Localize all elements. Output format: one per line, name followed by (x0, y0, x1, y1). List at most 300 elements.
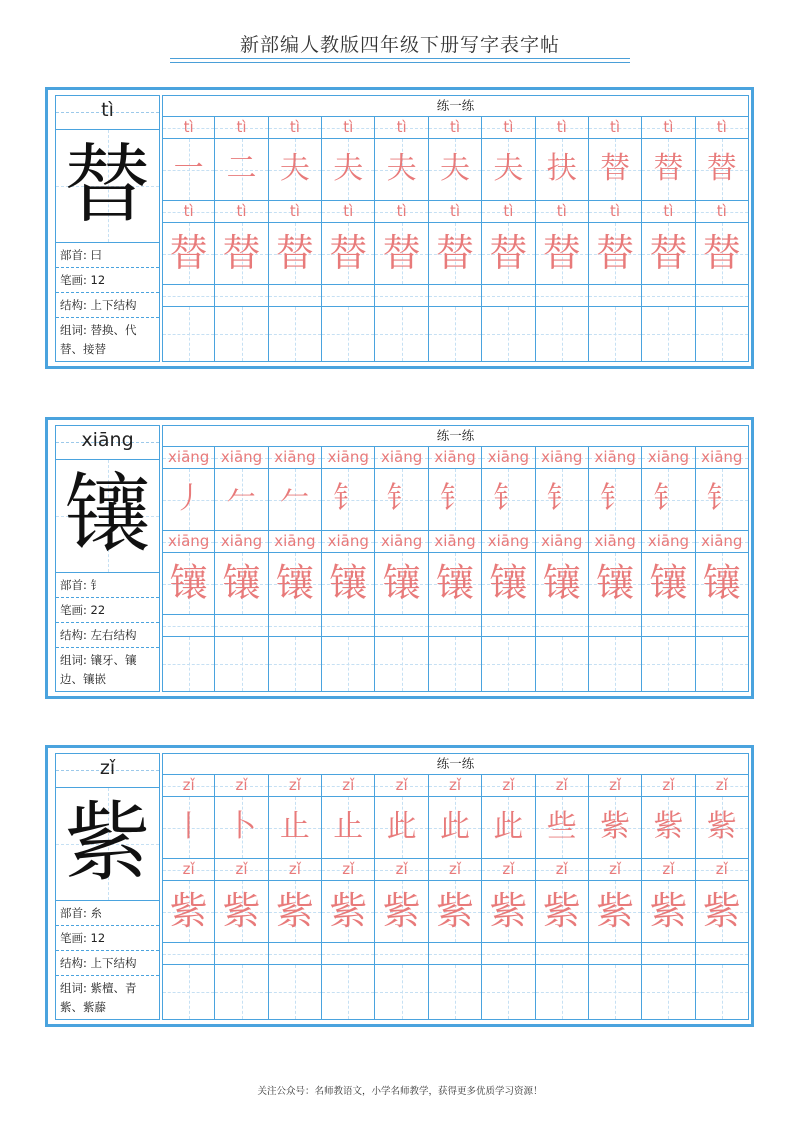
pinyin-text: tì (343, 202, 354, 220)
pinyin-cell (589, 117, 642, 139)
pinyin-text: tì (449, 202, 461, 220)
tracing-character: 替 (653, 151, 684, 186)
tracing-character: 一 (173, 151, 204, 186)
tracing-cell[interactable] (269, 223, 322, 285)
blank-pinyin-cell[interactable] (482, 943, 535, 965)
blank-writing-cell[interactable] (322, 307, 375, 362)
tracing-cell[interactable] (642, 469, 695, 531)
pinyin-cell (642, 117, 695, 139)
tracing-character: 替 (649, 231, 688, 275)
pinyin-text: tì (556, 118, 567, 136)
blank-pinyin-cell[interactable] (589, 943, 642, 965)
tracing-cell[interactable] (375, 797, 428, 859)
blank-writing-cell[interactable] (536, 965, 589, 1020)
blank-writing-cell[interactable] (215, 307, 268, 362)
practice-area (162, 95, 749, 362)
character-row (162, 881, 749, 943)
blank-writing-cell[interactable] (375, 965, 428, 1020)
blank-pinyin-cell[interactable] (589, 285, 642, 307)
tracing-cell[interactable] (375, 553, 428, 615)
pinyin-text: xiāng (541, 532, 583, 550)
pinyin-cell (429, 531, 482, 553)
tracing-cell[interactable] (162, 223, 215, 285)
blank-writing-cell[interactable] (482, 637, 535, 692)
pinyin-cell (269, 447, 322, 469)
blank-writing-cell[interactable] (589, 965, 642, 1020)
tracing-cell[interactable] (322, 139, 375, 201)
pinyin-cell (482, 447, 535, 469)
blank-writing-cell[interactable] (482, 965, 535, 1020)
radical-info: 部首: 曰 (56, 243, 159, 268)
tracing-character: 夫 (439, 151, 470, 186)
blank-pinyin-cell[interactable] (429, 285, 482, 307)
blank-pinyin-cell[interactable] (536, 615, 589, 637)
tracing-character: 替 (169, 231, 208, 275)
tracing-character: 丿 (173, 481, 204, 516)
grid-guide-vertical (562, 637, 563, 691)
blank-writing-cell[interactable] (162, 307, 215, 362)
tracing-cell[interactable] (696, 469, 749, 531)
blank-writing-cell[interactable] (375, 637, 428, 692)
tracing-cell[interactable] (482, 469, 535, 531)
title-underline-2 (170, 62, 630, 63)
tracing-cell[interactable] (696, 223, 749, 285)
blank-writing-cell[interactable] (269, 965, 322, 1020)
pinyin-text: zǐ (235, 776, 248, 794)
tracing-character: 紫 (329, 889, 368, 933)
tracing-cell[interactable] (696, 797, 749, 859)
blank-writing-cell[interactable] (215, 965, 268, 1020)
pinyin-cell (375, 117, 428, 139)
blank-writing-cell[interactable] (269, 307, 322, 362)
tracing-cell[interactable] (429, 797, 482, 859)
tracing-character: 些 (546, 809, 577, 844)
pinyin-cell (536, 859, 589, 881)
tracing-cell[interactable] (322, 881, 375, 943)
pinyin-guide-line (696, 296, 748, 297)
grid-guide-vertical (668, 965, 669, 1019)
blank-writing-cell[interactable] (589, 307, 642, 362)
tracing-cell[interactable] (589, 881, 642, 943)
pinyin-cell (322, 201, 375, 223)
stroke-count: 笔画: 12 (56, 926, 159, 951)
blank-pinyin-cell[interactable] (162, 615, 215, 637)
blank-writing-cell[interactable] (322, 965, 375, 1020)
tracing-character: 紫 (706, 809, 737, 844)
tracing-character: 紫 (596, 889, 635, 933)
pinyin-text: xiāng (594, 448, 636, 466)
tracing-cell[interactable] (269, 553, 322, 615)
blank-pinyin-cell[interactable] (536, 285, 589, 307)
blank-writing-cell[interactable] (322, 637, 375, 692)
pinyin-guide-line (536, 296, 588, 297)
pinyin-text: zǐ (342, 776, 355, 794)
tracing-character: 镶 (489, 561, 528, 605)
tracing-character: 夫 (386, 151, 417, 186)
tracing-cell[interactable] (482, 223, 535, 285)
blank-pinyin-cell[interactable] (642, 943, 695, 965)
blank-pinyin-cell[interactable] (162, 285, 215, 307)
tracing-character: 此 (386, 809, 417, 844)
blank-pinyin-cell[interactable] (696, 285, 749, 307)
blank-character-row (162, 965, 749, 1020)
model-character: 紫 (64, 793, 151, 893)
pinyin-text: zǐ (502, 776, 515, 794)
tracing-cell[interactable] (429, 223, 482, 285)
blank-pinyin-cell[interactable] (269, 615, 322, 637)
practice-header: 练一练 (162, 753, 749, 775)
tracing-character: 𠂉 (226, 481, 257, 516)
tracing-cell[interactable] (375, 881, 428, 943)
tracing-character: 镶 (702, 561, 741, 605)
tracing-cell[interactable] (696, 553, 749, 615)
tracing-character: 替 (382, 231, 421, 275)
tracing-cell[interactable] (536, 469, 589, 531)
model-character: 替 (64, 135, 151, 235)
tracing-character: 此 (493, 809, 524, 844)
pinyin-cell (162, 447, 215, 469)
blank-writing-cell[interactable] (536, 637, 589, 692)
stroke-count: 笔画: 22 (56, 598, 159, 623)
structure-info: 结构: 上下结构 (56, 293, 159, 318)
pinyin-cell (162, 531, 215, 553)
pinyin-cell (162, 201, 215, 223)
blank-pinyin-cell[interactable] (269, 285, 322, 307)
tracing-character: 镶 (169, 561, 208, 605)
pinyin-guide-line (429, 626, 481, 627)
character-pinyin: tì (101, 99, 114, 121)
tracing-cell[interactable] (375, 223, 428, 285)
blank-pinyin-cell[interactable] (322, 943, 375, 965)
pinyin-cell (696, 775, 749, 797)
blank-pinyin-cell[interactable] (215, 285, 268, 307)
blank-writing-cell[interactable] (269, 637, 322, 692)
stroke-count: 笔画: 12 (56, 268, 159, 293)
character-row (162, 469, 749, 531)
grid-guide-vertical (615, 307, 616, 361)
blank-character-row (162, 307, 749, 362)
tracing-cell[interactable] (215, 469, 268, 531)
grid-guide-vertical (242, 307, 243, 361)
blank-writing-cell[interactable] (375, 307, 428, 362)
pinyin-cell (536, 531, 589, 553)
tracing-character: 钅 (386, 481, 417, 516)
grid-guide-vertical (562, 965, 563, 1019)
tracing-cell[interactable] (215, 223, 268, 285)
grid-guide-vertical (242, 637, 243, 691)
blank-pinyin-cell[interactable] (215, 615, 268, 637)
pinyin-cell (536, 201, 589, 223)
pinyin-cell (696, 447, 749, 469)
tracing-character: 钅 (653, 481, 684, 516)
tracing-cell[interactable] (589, 139, 642, 201)
pinyin-cell (589, 201, 642, 223)
character-pinyin: zǐ (99, 757, 116, 779)
blank-pinyin-cell[interactable] (482, 285, 535, 307)
pinyin-text: xiāng (701, 532, 743, 550)
practice-header: 练一练 (162, 95, 749, 117)
grid-guide-vertical (615, 637, 616, 691)
tracing-cell[interactable] (375, 469, 428, 531)
pinyin-box (56, 754, 159, 788)
tracing-character: 替 (600, 151, 631, 186)
blank-writing-cell[interactable] (642, 965, 695, 1020)
tracing-cell[interactable] (642, 139, 695, 201)
character-model-box (56, 460, 159, 573)
tracing-cell[interactable] (375, 139, 428, 201)
pinyin-cell (215, 447, 268, 469)
pinyin-cell (589, 447, 642, 469)
character-card (45, 745, 754, 1027)
pinyin-cell (215, 775, 268, 797)
blank-pinyin-cell[interactable] (482, 615, 535, 637)
character-row (162, 553, 749, 615)
blank-writing-cell[interactable] (215, 637, 268, 692)
tracing-cell[interactable] (162, 553, 215, 615)
tracing-cell[interactable] (536, 223, 589, 285)
tracing-cell[interactable] (215, 797, 268, 859)
tracing-cell[interactable] (589, 469, 642, 531)
tracing-cell[interactable] (642, 881, 695, 943)
pinyin-cell (322, 531, 375, 553)
blank-pinyin-cell[interactable] (696, 615, 749, 637)
pinyin-row (162, 117, 749, 139)
tracing-cell[interactable] (322, 797, 375, 859)
pinyin-cell (162, 859, 215, 881)
pinyin-box (56, 426, 159, 460)
grid-guide-vertical (508, 637, 509, 691)
grid-guide-vertical (402, 637, 403, 691)
pinyin-text: zǐ (288, 776, 301, 794)
tracing-cell[interactable] (696, 881, 749, 943)
tracing-cell[interactable] (215, 881, 268, 943)
blank-pinyin-cell[interactable] (429, 615, 482, 637)
blank-writing-cell[interactable] (429, 965, 482, 1020)
tracing-cell[interactable] (429, 469, 482, 531)
tracing-cell[interactable] (536, 797, 589, 859)
pinyin-cell (482, 859, 535, 881)
pinyin-cell (375, 201, 428, 223)
tracing-cell[interactable] (269, 139, 322, 201)
tracing-cell[interactable] (215, 139, 268, 201)
pinyin-guide-line (163, 954, 214, 955)
pinyin-cell (696, 531, 749, 553)
tracing-character: 替 (275, 231, 314, 275)
tracing-cell[interactable] (429, 881, 482, 943)
pinyin-text: zǐ (342, 860, 355, 878)
tracing-cell[interactable] (269, 469, 322, 531)
tracing-character: 镶 (329, 561, 368, 605)
tracing-cell[interactable] (429, 139, 482, 201)
blank-writing-cell[interactable] (696, 307, 749, 362)
tracing-cell[interactable] (536, 553, 589, 615)
tracing-cell[interactable] (322, 553, 375, 615)
pinyin-text: tì (610, 202, 621, 220)
pinyin-cell (269, 531, 322, 553)
tracing-cell[interactable] (482, 881, 535, 943)
grid-guide-vertical (348, 307, 349, 361)
pinyin-cell (642, 531, 695, 553)
pinyin-cell (215, 201, 268, 223)
character-info-panel (55, 95, 160, 362)
pinyin-text: zǐ (448, 776, 462, 794)
tracing-character: 替 (329, 231, 368, 275)
pinyin-text: xiāng (274, 448, 316, 466)
character-row (162, 139, 749, 201)
blank-writing-cell[interactable] (642, 637, 695, 692)
grid-guide-vertical (455, 307, 456, 361)
pinyin-row (162, 775, 749, 797)
blank-writing-cell[interactable] (696, 965, 749, 1020)
tracing-character: 紫 (382, 889, 421, 933)
grid-guide-vertical (402, 965, 403, 1019)
tracing-character: 替 (706, 151, 737, 186)
blank-pinyin-cell[interactable] (642, 615, 695, 637)
word-examples: 组词: 替换、代替、接替 (60, 323, 137, 356)
tracing-cell[interactable] (322, 469, 375, 531)
tracing-cell[interactable] (536, 139, 589, 201)
tracing-character: 钅 (493, 481, 524, 516)
pinyin-text: tì (183, 118, 194, 136)
blank-pinyin-cell[interactable] (589, 615, 642, 637)
pinyin-cell (696, 201, 749, 223)
tracing-cell[interactable] (482, 797, 535, 859)
tracing-character: 扶 (546, 151, 577, 186)
tracing-cell[interactable] (162, 881, 215, 943)
blank-pinyin-cell[interactable] (375, 943, 428, 965)
blank-writing-cell[interactable] (429, 637, 482, 692)
blank-pinyin-cell[interactable] (696, 943, 749, 965)
blank-pinyin-cell[interactable] (269, 943, 322, 965)
pinyin-cell (429, 117, 482, 139)
pinyin-cell (642, 447, 695, 469)
pinyin-cell (642, 775, 695, 797)
tracing-cell[interactable] (536, 881, 589, 943)
pinyin-text: zǐ (555, 776, 568, 794)
pinyin-guide-line (589, 626, 641, 627)
pinyin-guide-line (589, 954, 641, 955)
blank-pinyin-cell[interactable] (375, 615, 428, 637)
pinyin-guide-line (536, 626, 588, 627)
grid-guide-vertical (402, 307, 403, 361)
blank-writing-cell[interactable] (162, 965, 215, 1020)
grid-guide-vertical (189, 307, 190, 361)
tracing-cell[interactable] (642, 553, 695, 615)
pinyin-text: zǐ (609, 776, 622, 794)
radical-info: 部首: 钅 (56, 573, 159, 598)
blank-pinyin-row (162, 285, 749, 307)
tracing-cell[interactable] (482, 553, 535, 615)
pinyin-cell (375, 859, 428, 881)
blank-writing-cell[interactable] (536, 307, 589, 362)
pinyin-cell (696, 859, 749, 881)
grid-guide-vertical (722, 965, 723, 1019)
radical-info: 部首: 糸 (56, 901, 159, 926)
grid-guide-vertical (508, 307, 509, 361)
character-model-box (56, 788, 159, 901)
blank-writing-cell[interactable] (429, 307, 482, 362)
tracing-cell[interactable] (162, 469, 215, 531)
pinyin-guide-line (322, 296, 374, 297)
pinyin-text: xiāng (647, 532, 690, 550)
blank-pinyin-cell[interactable] (162, 943, 215, 965)
character-row (162, 797, 749, 859)
pinyin-text: tì (396, 118, 407, 136)
tracing-cell[interactable] (589, 797, 642, 859)
blank-pinyin-cell[interactable] (375, 285, 428, 307)
blank-pinyin-cell[interactable] (536, 943, 589, 965)
pinyin-text: tì (289, 202, 300, 220)
tracing-cell[interactable] (162, 139, 215, 201)
pinyin-text: xiāng (327, 448, 369, 466)
pinyin-cell (162, 775, 215, 797)
blank-writing-cell[interactable] (696, 637, 749, 692)
blank-pinyin-cell[interactable] (215, 943, 268, 965)
practice-header: 练一练 (162, 425, 749, 447)
pinyin-text: zǐ (182, 776, 195, 794)
tracing-character: 钅 (546, 481, 577, 516)
pinyin-text: xiāng (701, 448, 743, 466)
tracing-cell[interactable] (642, 797, 695, 859)
tracing-cell[interactable] (269, 797, 322, 859)
pinyin-guide-line (375, 296, 427, 297)
blank-pinyin-cell[interactable] (322, 615, 375, 637)
tracing-cell[interactable] (215, 553, 268, 615)
tracing-cell[interactable] (696, 139, 749, 201)
pinyin-guide-line (322, 626, 374, 627)
tracing-character: 钅 (706, 481, 737, 516)
tracing-cell[interactable] (429, 553, 482, 615)
blank-writing-cell[interactable] (482, 307, 535, 362)
pinyin-cell (429, 447, 482, 469)
grid-guide-vertical (348, 965, 349, 1019)
tracing-character: 𠂉 (279, 481, 310, 516)
tracing-character: 紫 (169, 889, 208, 933)
tracing-cell[interactable] (589, 553, 642, 615)
tracing-character: 镶 (596, 561, 635, 605)
pinyin-cell (482, 117, 535, 139)
pinyin-text: zǐ (609, 860, 622, 878)
pinyin-cell (589, 531, 642, 553)
pinyin-text: tì (716, 118, 727, 136)
pinyin-text: xiāng (487, 532, 529, 550)
tracing-cell[interactable] (642, 223, 695, 285)
pinyin-guide-line (322, 954, 374, 955)
blank-pinyin-cell[interactable] (642, 285, 695, 307)
blank-writing-cell[interactable] (642, 307, 695, 362)
grid-guide-vertical (615, 965, 616, 1019)
pinyin-text: xiāng (168, 532, 210, 550)
blank-pinyin-cell[interactable] (429, 943, 482, 965)
tracing-cell[interactable] (482, 139, 535, 201)
tracing-cell[interactable] (269, 881, 322, 943)
pinyin-guide-line (163, 296, 214, 297)
tracing-character: 卜 (226, 809, 257, 844)
tracing-cell[interactable] (322, 223, 375, 285)
tracing-character: 紫 (275, 889, 314, 933)
tracing-character: 紫 (435, 889, 474, 933)
tracing-cell[interactable] (162, 797, 215, 859)
pinyin-text: zǐ (448, 860, 462, 878)
pinyin-guide-line (482, 954, 534, 955)
tracing-cell[interactable] (589, 223, 642, 285)
pinyin-text: xiāng (541, 448, 583, 466)
blank-pinyin-cell[interactable] (322, 285, 375, 307)
blank-writing-cell[interactable] (162, 637, 215, 692)
blank-writing-cell[interactable] (589, 637, 642, 692)
tracing-character: 替 (222, 231, 261, 275)
pinyin-cell (536, 447, 589, 469)
